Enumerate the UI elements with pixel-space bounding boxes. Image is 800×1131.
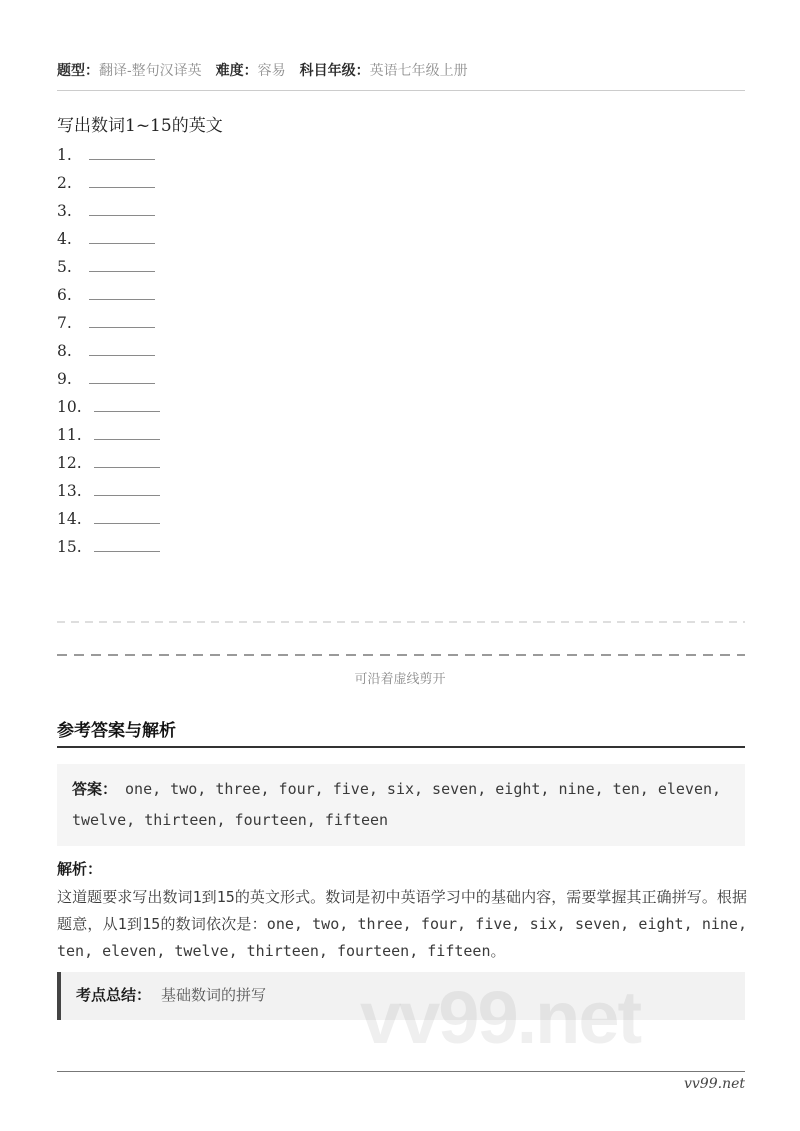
- meta-value: 容易: [257, 62, 286, 78]
- question-list: [57, 141, 457, 561]
- cut-note: 可沿着虚线剪开: [354, 671, 446, 686]
- item-number: 6.: [57, 286, 72, 304]
- item-number: 13.: [57, 482, 82, 500]
- answer-blank: [89, 171, 155, 188]
- question-item: [57, 393, 457, 421]
- question-item: [57, 225, 457, 253]
- answer-blank: [89, 311, 155, 328]
- item-number: 12.: [57, 454, 82, 472]
- answer-blank: [94, 535, 160, 552]
- item-number: 1.: [57, 146, 72, 164]
- answer-blank: [94, 479, 160, 496]
- meta-field: [216, 62, 286, 78]
- cut-dashed-line-dark: [57, 654, 745, 656]
- question-item: [57, 169, 457, 197]
- reference-heading-divider: [57, 746, 745, 748]
- item-number: 15.: [57, 538, 82, 556]
- exam-point-summary-box: [57, 972, 745, 1020]
- answer-box: [57, 764, 745, 846]
- answer-blank: [94, 395, 160, 412]
- answer-blank: [89, 199, 155, 216]
- question-item: [57, 197, 457, 225]
- question-item: [57, 253, 457, 281]
- item-number: 11.: [57, 426, 82, 444]
- item-number: 3.: [57, 202, 72, 220]
- summary-text: 基础数词的拼写: [161, 987, 267, 1004]
- question-item: [57, 337, 457, 365]
- answer-blank: [89, 255, 155, 272]
- answer-blank: [89, 339, 155, 356]
- item-number: 9.: [57, 370, 72, 388]
- meta-field: [300, 62, 468, 78]
- answer-blank: [89, 143, 155, 160]
- question-item: [57, 477, 457, 505]
- answer-blank: [94, 451, 160, 468]
- meta-label: 难度：: [215, 62, 258, 78]
- meta-header: [57, 60, 745, 80]
- meta-label: 题型：: [57, 62, 99, 78]
- analysis-label: 解析：: [57, 861, 103, 878]
- meta-field: [57, 62, 202, 78]
- reference-answer-heading: 参考答案与解析: [57, 721, 176, 740]
- question-item: [57, 533, 457, 561]
- question-item: [57, 449, 457, 477]
- answer-blank: [94, 423, 160, 440]
- summary-label: 考点总结：: [76, 987, 152, 1004]
- question-item: [57, 309, 457, 337]
- footer-divider: [57, 1071, 745, 1072]
- item-number: 8.: [57, 342, 72, 360]
- cut-dashed-line-light: [57, 621, 745, 623]
- answer-blank: [94, 507, 160, 524]
- meta-label: 科目年级：: [299, 62, 370, 78]
- answer-label: 答案：: [72, 781, 118, 798]
- question-item: [57, 365, 457, 393]
- item-number: 7.: [57, 314, 72, 332]
- question-item: [57, 281, 457, 309]
- answer-blank: [89, 367, 155, 384]
- answer-text: one, two, three, four, five, six, seven, eight, nine, ten, eleven, twelve, thirteen, fourteen, fifteen: [72, 780, 722, 829]
- question-title: 写出数词1~15的英文: [57, 116, 223, 136]
- meta-value: 英语七年级上册: [369, 62, 468, 78]
- answer-blank: [89, 283, 155, 300]
- question-item: [57, 141, 457, 169]
- item-number: 10.: [57, 398, 82, 416]
- meta-value: 翻译-整句汉译英: [99, 62, 202, 78]
- answer-blank: [89, 227, 155, 244]
- item-number: 2.: [57, 174, 72, 192]
- analysis-text: 这道题要求写出数词1到15的英文形式。数词是初中英语学习中的基础内容，需要掌握其正确拼写。根据题意，从1到15的数词依次是：one, two, three, four, five, six, seven, eight, nine, ten, eleven, twelve, thirteen, fourteen, fifteen。: [57, 888, 747, 960]
- question-item: [57, 505, 457, 533]
- item-number: 14.: [57, 510, 82, 528]
- item-number: 5.: [57, 258, 72, 276]
- footer-site-text: vv99.net: [683, 1076, 745, 1092]
- header-divider: [57, 90, 745, 91]
- question-item: [57, 421, 457, 449]
- item-number: 4.: [57, 230, 72, 248]
